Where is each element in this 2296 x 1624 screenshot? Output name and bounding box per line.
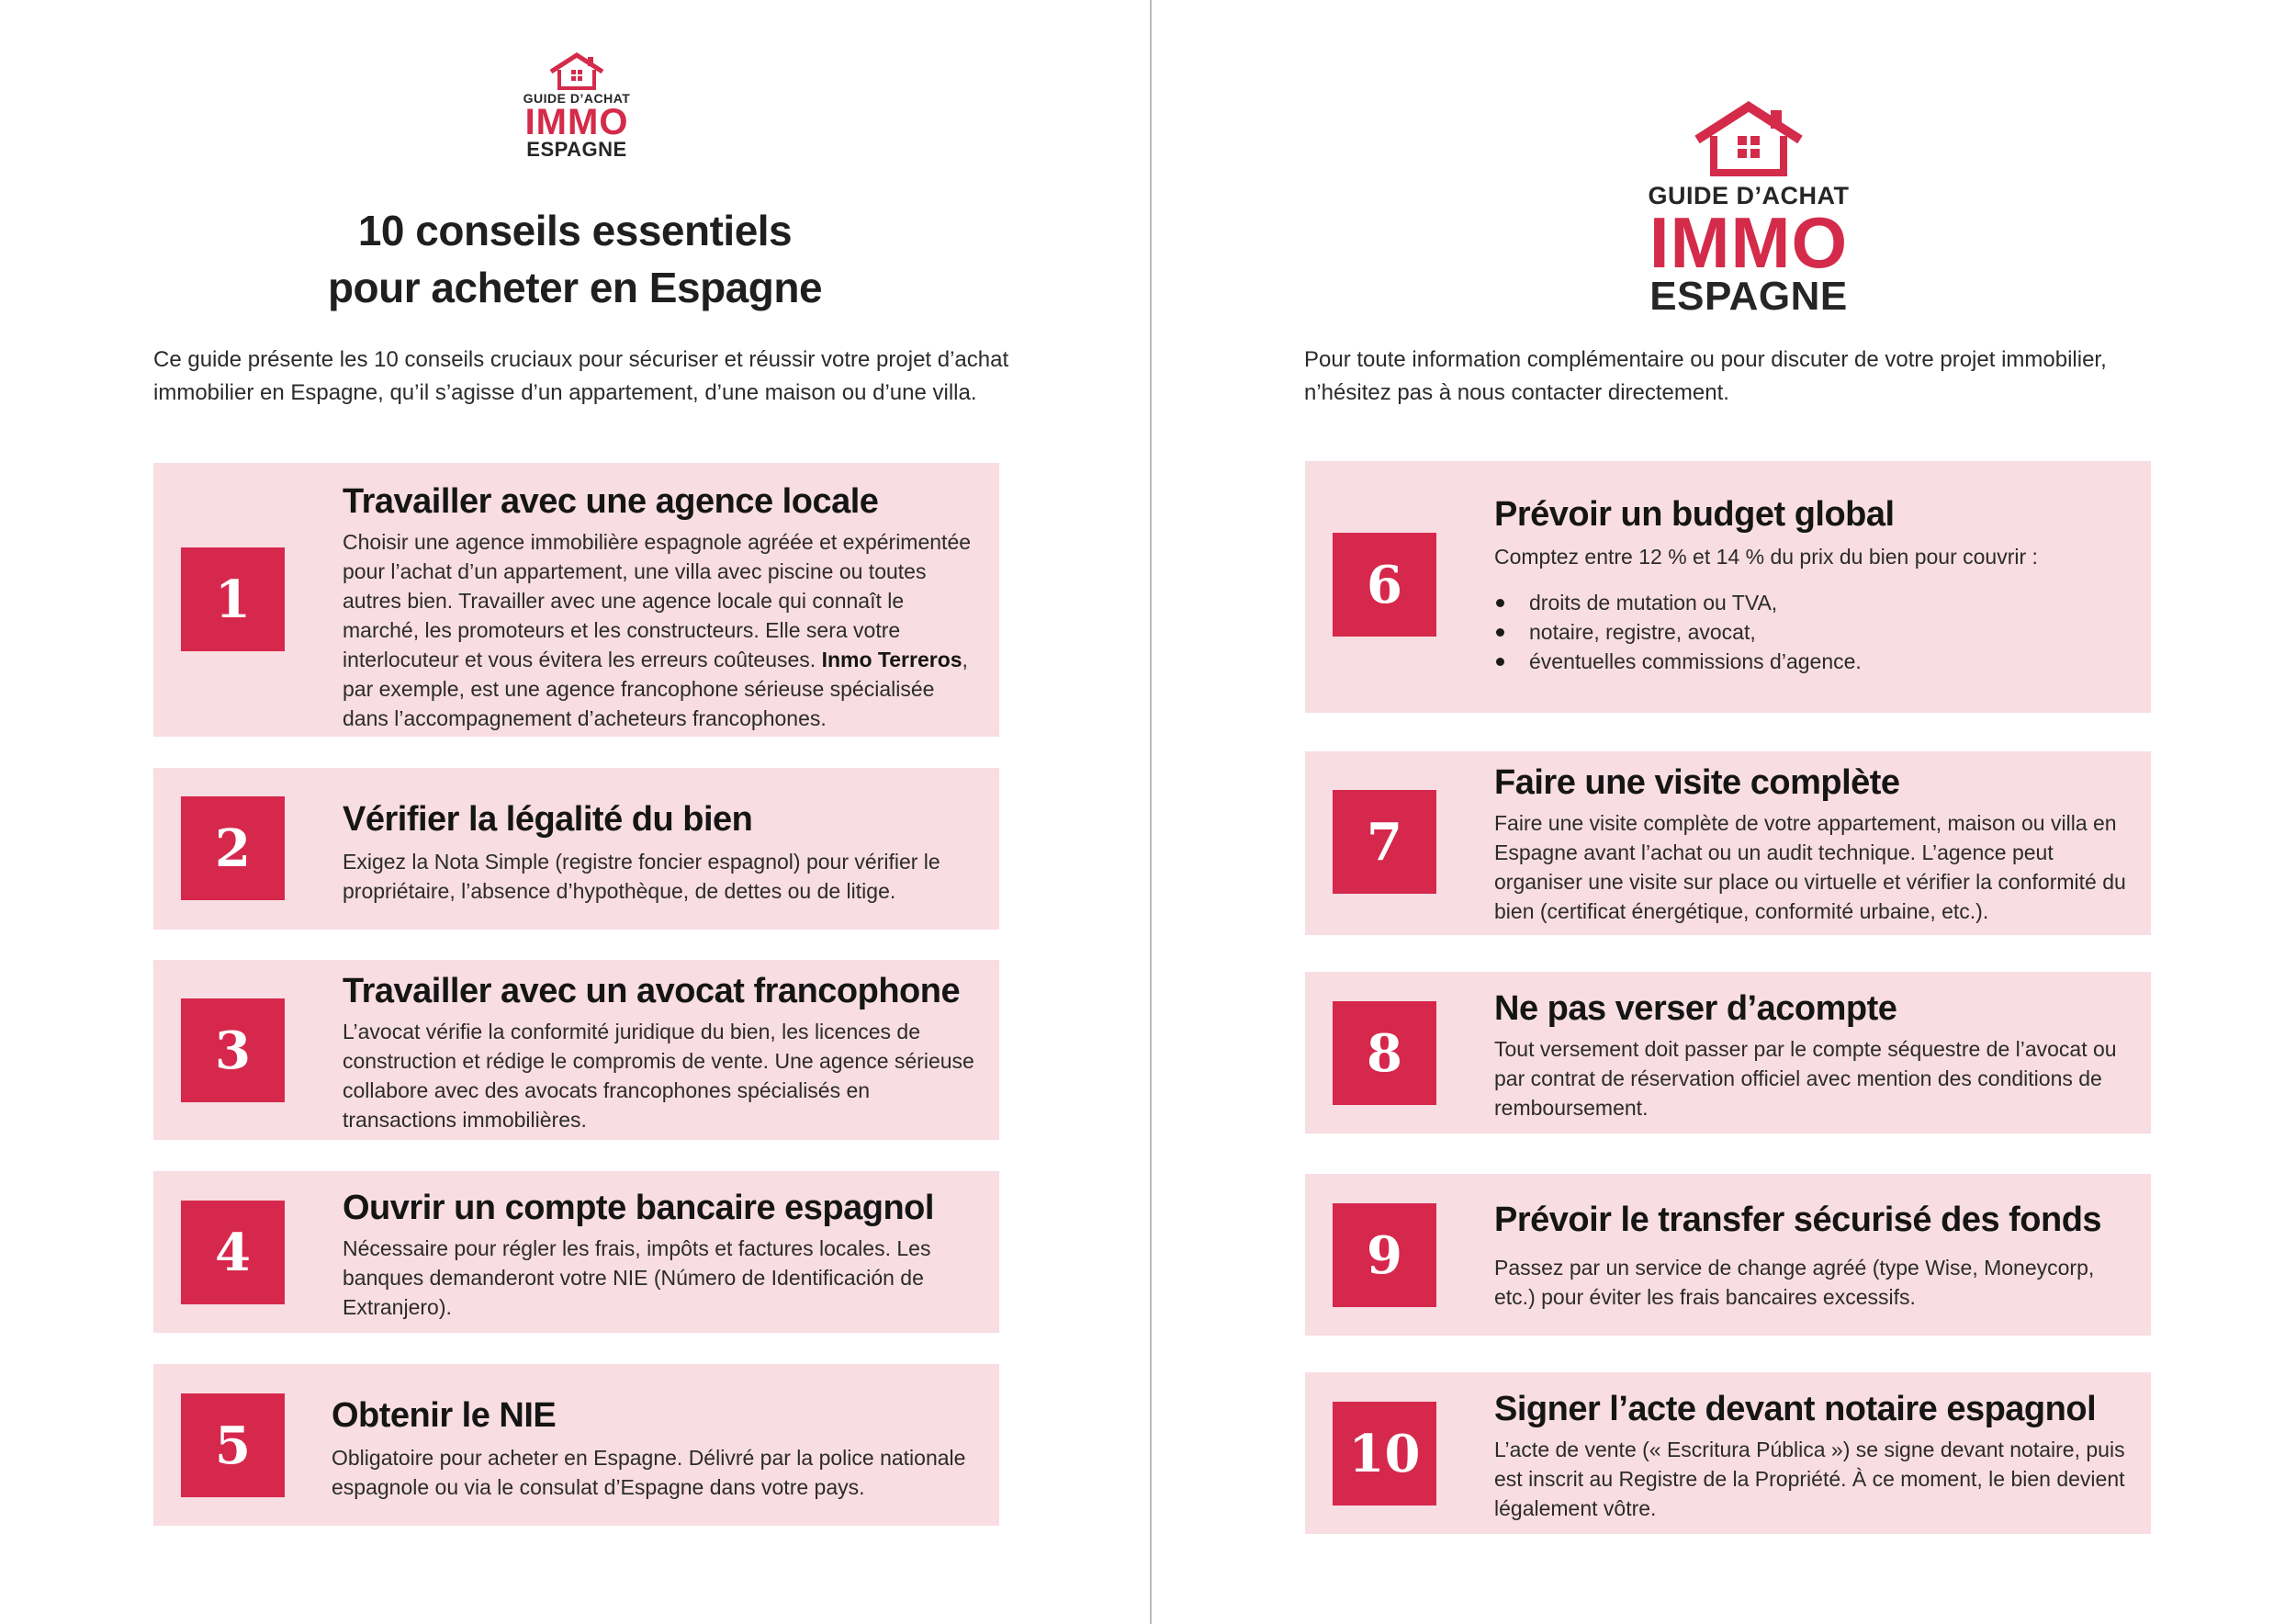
tip-title-9: Prévoir le transfer sécurisé des fonds: [1494, 1201, 2102, 1239]
tip-card-9: [1305, 1174, 2151, 1336]
tip-card-10: [1305, 1372, 2151, 1534]
tip-card-4: [153, 1171, 999, 1333]
tip-number-8: 8: [1333, 1001, 1436, 1105]
right-page: [1152, 0, 2296, 1624]
tip-body-8: Tout versement doit passer par le compte séquestre de l’avocat ou par contrat de réservation officiel avec mention des conditions de remboursement.: [1494, 1037, 2117, 1120]
tip-title-8: Ne pas verser d’acompte: [1494, 989, 1897, 1028]
tip-body-1-text: Choisir une agence immobilière espagnole agréée et expérimentée pour l’achat d’un appartement, une villa avec piscine ou toutes autres bien. Travailler avec une agence locale qui connaît le marché, les promoteurs et les constructeurs. Elle sera votre interlocuteur et vous évitera les erreurs coûteuses.: [343, 530, 972, 671]
tip-body-6-text: Comptez entre 12 % et 14 % du prix du bien pour couvrir :: [1494, 545, 2038, 569]
tip-title-7: Faire une visite complète: [1494, 763, 1900, 802]
tip-card-6: [1305, 461, 2151, 713]
page-title: [0, 202, 1150, 316]
title-line1: 10 conseils essentiels: [357, 207, 793, 254]
tip-body-6: [1494, 542, 2131, 676]
tip-number-5: 5: [181, 1393, 285, 1497]
tip-body-5: Obligatoire pour acheter en Espagne. Délivré par la police nationale espagnole ou via le consulat d’Espagne dans votre pays.: [332, 1446, 966, 1499]
tip-card-2: [153, 768, 999, 930]
tip-number-6: 6: [1333, 533, 1436, 637]
tip-title-6: Prévoir un budget global: [1494, 495, 1895, 534]
logo-line3: ESPAGNE: [526, 138, 627, 161]
tip-body-1: [343, 527, 979, 733]
tip-body-2: Exigez la Nota Simple (registre foncier espagnol) pour vérifier le propriétaire, l’absence d’hypothèque, de dettes ou de litige.: [343, 850, 940, 903]
tip-card-7: [1305, 751, 2151, 935]
tip-number-3: 3: [181, 998, 285, 1102]
tip-card-1: [153, 463, 999, 737]
tip-number-9: 9: [1333, 1203, 1436, 1307]
tip-number-2: 2: [181, 796, 285, 900]
tip-number-10: 10: [1333, 1402, 1436, 1506]
tip-title-5: Obtenir le NIE: [332, 1396, 557, 1435]
list-item: droits de mutation ou TVA,: [1494, 588, 2131, 617]
tip-title-10: Signer l’acte devant notaire espagnol: [1494, 1390, 2097, 1428]
contact-text: Pour toute information complémentaire ou pour discuter de votre projet immobilier, n’hésitez pas à nous contacter directement.: [1304, 347, 2107, 405]
tip-body-7: Faire une visite complète de votre appartement, maison ou villa en Espagne avant l’achat ou un audit technique. L’agence peut organiser une visite sur place ou virtuelle et vérifier la conformité du bien (certificat énergétique, conformité urbaine, etc.).: [1494, 811, 2126, 923]
tip-body-1-text-end: , par exemple, est une agence francophone sérieuse spécialisée dans l’accompagnement d’acheteurs francophones.: [343, 648, 968, 730]
logo-line1: GUIDE D’ACHAT: [1648, 182, 1850, 209]
tip-number-4: 4: [181, 1201, 285, 1304]
logo-line2: IMMO: [1649, 202, 1849, 283]
budget-list: [1494, 588, 2131, 676]
logo-line3: ESPAGNE: [1649, 274, 1848, 320]
agency-name: Inmo Terreros: [821, 648, 962, 671]
tip-card-8: [1305, 972, 2151, 1133]
tip-title-3: Travailler avec un avocat francophone: [343, 972, 961, 1010]
house-icon: [547, 51, 606, 90]
logo-line2: IMMO: [524, 102, 629, 142]
logo-large: [1611, 99, 1886, 320]
tip-body-10: L’acte de vente (« Escritura Pública ») se signe devant notaire, puis est inscrit au Registre de la Propriété. À ce moment, le bien devient légalement vôtre.: [1494, 1438, 2125, 1520]
title-line2: pour acheter en Espagne: [327, 264, 823, 311]
tip-body-4: Nécessaire pour régler les frais, impôts et factures locales. Les banques demanderont votre NIE (Número de Identificación de Extranjero).: [343, 1236, 931, 1319]
tip-card-5: [153, 1364, 999, 1526]
list-item: éventuelles commissions d’agence.: [1494, 647, 2131, 676]
tip-title-4: Ouvrir un compte bancaire espagnol: [343, 1189, 934, 1227]
tip-title-2: Vérifier la légalité du bien: [343, 800, 753, 839]
tip-number-1: 1: [181, 547, 285, 651]
tip-number-7: 7: [1333, 790, 1436, 894]
house-icon: [1690, 99, 1807, 176]
list-item: notaire, registre, avocat,: [1494, 617, 2131, 647]
logo-small: [522, 51, 632, 160]
tip-title-1: Travailler avec une agence locale: [343, 482, 879, 521]
intro-text: Ce guide présente les 10 conseils cruciaux pour sécuriser et réussir votre projet d’achat immobilier en Espagne, qu’il s’agisse d’un appartement, d’une maison ou d’une villa.: [153, 347, 1009, 405]
tip-body-3: L’avocat vérifie la conformité juridique du bien, les licences de construction et rédige le compromis de vente. Une agence sérieuse collabore avec des avocats francophones spécialisés en transactions immobilières.: [343, 1020, 974, 1132]
tip-body-9: Passez par un service de change agréé (type Wise, Moneycorp, etc.) pour éviter les frais bancaires excessifs.: [1494, 1256, 2095, 1309]
tip-card-3: [153, 960, 999, 1140]
logo-line1: GUIDE D’ACHAT: [523, 91, 631, 106]
